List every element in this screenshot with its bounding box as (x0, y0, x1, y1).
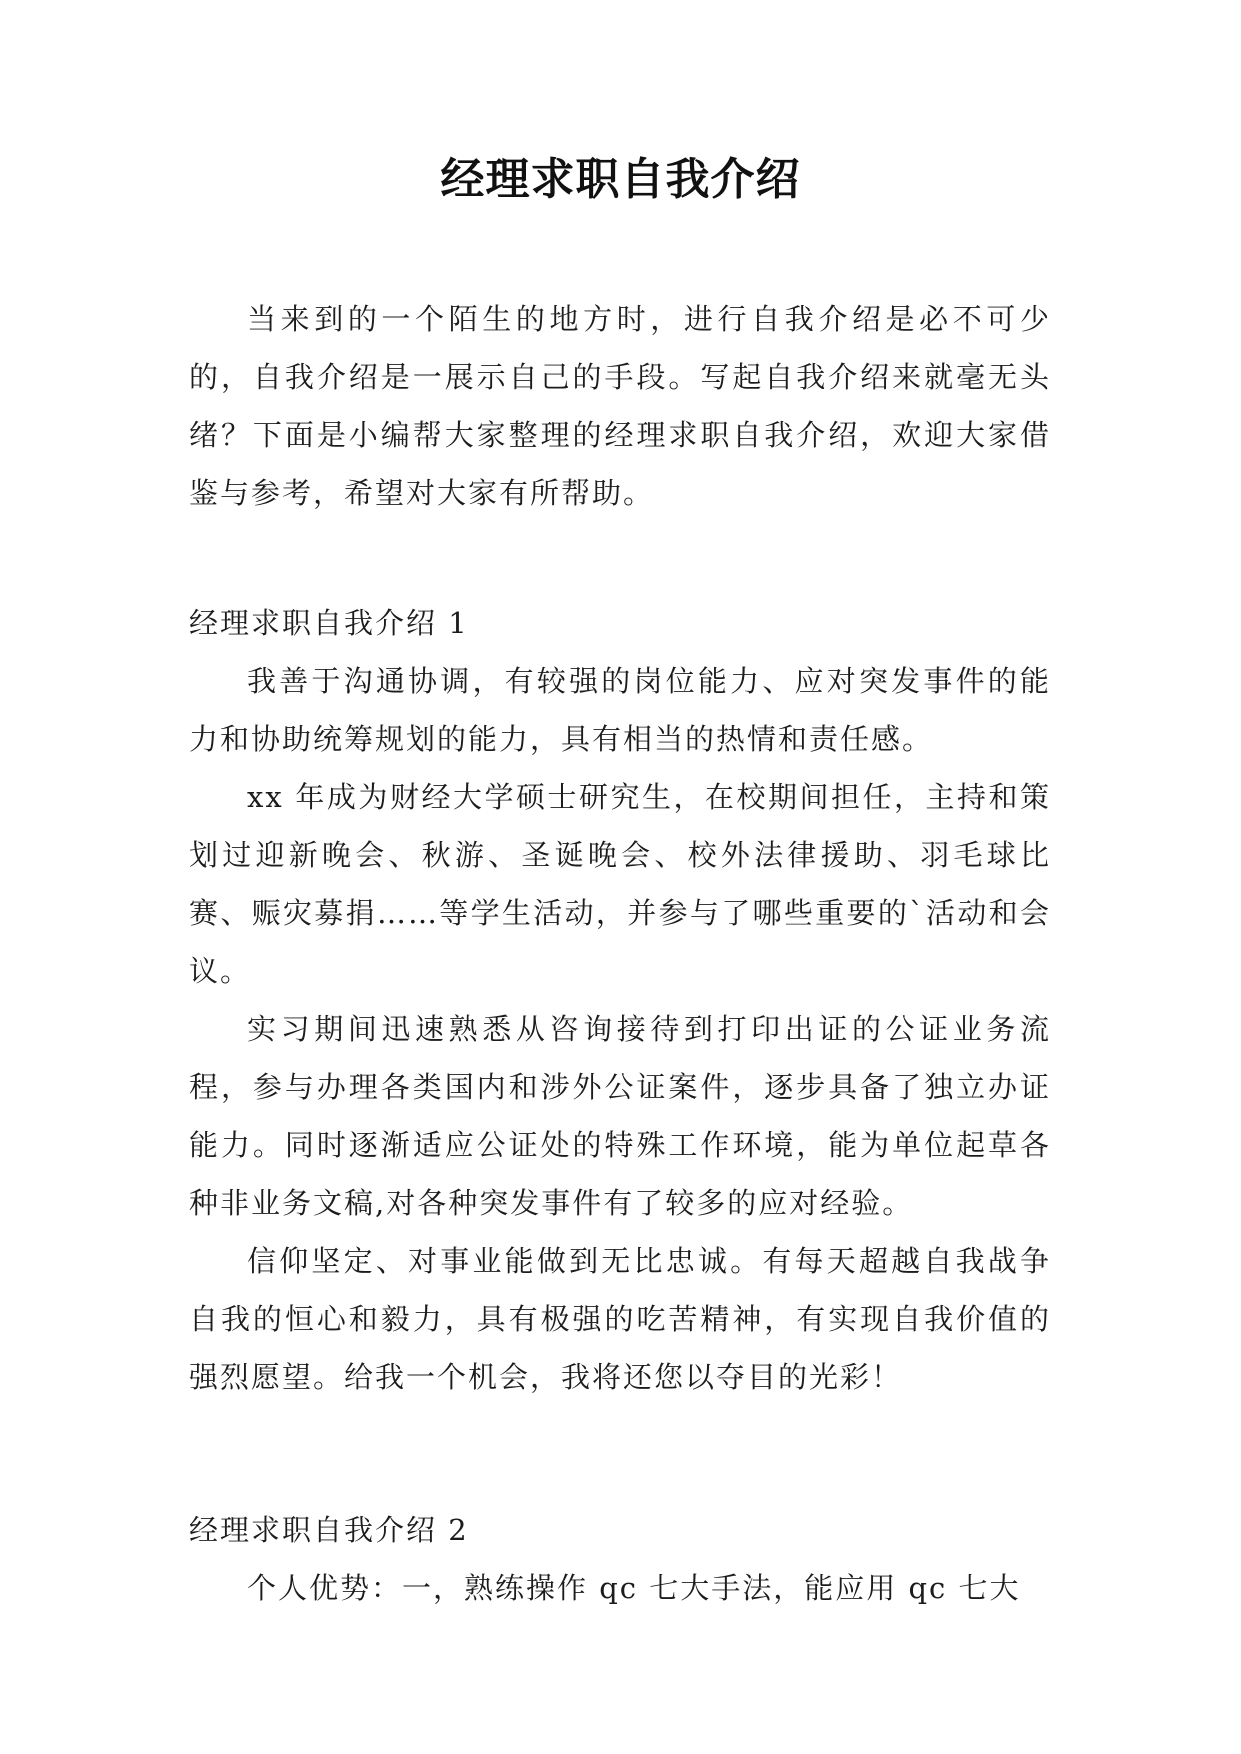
section-heading: 经理求职自我介绍 2 (189, 1513, 469, 1547)
section-paragraph: 信仰坚定、对事业能做到无比忠诚。有每天超越自我战争自我的恒心和毅力，具有极强的吃苦精神，有实现自我价值的强烈愿望。给我一个机会，我将还您以夺目的光彩！ (189, 1244, 1051, 1394)
section-paragraph: xx 年成为财经大学硕士研究生，在校期间担任，主持和策划过迎新晚会、秋游、圣诞晚会、校外法律援助、羽毛球比赛、赈灾募捐……等学生活动，并参与了哪些重要的`活动和会议。 (189, 780, 1051, 988)
section-2 (189, 1501, 1051, 1617)
section-heading: 经理求职自我介绍 1 (189, 606, 469, 640)
section-paragraph: 实习期间迅速熟悉从咨询接待到打印出证的公证业务流程，参与办理各类国内和涉外公证案件，逐步具备了独立办证能力。同时逐渐适应公证处的特殊工作环境，能为单位起草各种非业务文稿,对各种突发事件有了较多的应对经验。 (189, 1012, 1051, 1220)
intro-paragraph: 当来到的一个陌生的地方时，进行自我介绍是必不可少的，自我介绍是一展示自己的手段。写起自我介绍来就毫无头绪？下面是小编帮大家整理的经理求职自我介绍，欢迎大家借鉴与参考，希望对大家有所帮助。 (189, 302, 1051, 510)
document-body (189, 290, 1051, 1617)
section-1 (189, 594, 1051, 1406)
section-paragraph: 我善于沟通协调，有较强的岗位能力、应对突发事件的能力和协助统筹规划的能力，具有相当的热情和责任感。 (189, 664, 1051, 756)
document-title: 经理求职自我介绍 (440, 154, 801, 205)
spacer (189, 1406, 1051, 1501)
spacer (189, 522, 1051, 594)
section-paragraph: 个人优势：一，熟练操作 qc 七大手法，能应用 qc 七大 (247, 1571, 1021, 1605)
